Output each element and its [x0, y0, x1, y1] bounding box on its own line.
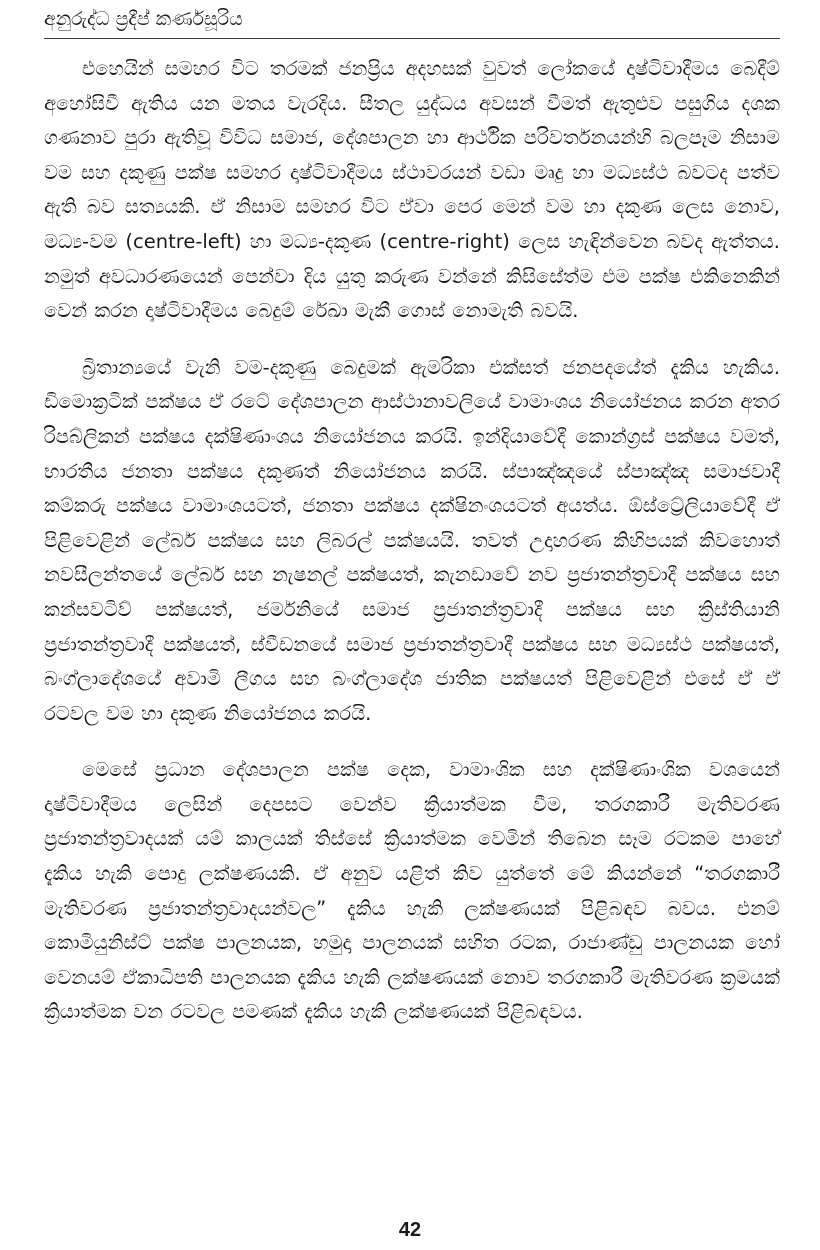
- paragraph-3: මෙසේ ප්‍රධාන දේශපාලන පක්ෂ දෙක, වාමාංශික සහ දක්ෂිණාංශික වශයෙන් දෘෂ්ටිවාදීමය ලෙසින් දෙපසට වෙන්ව ක්‍රියාත්මක වීම, තරගකාරී මැතිවරණ ප්‍රජාතන්ත්‍රවාදයක් යම් කාලයක් තිස්සේ ක්‍රියාත්මක වෙමින් තිබෙන සෑම රටකම පාහේ දැකිය හැකි පොදු ලක්ෂණයකි. ඒ අනුව යළිත් කිව යුත්තේ මේ කියන්නේ “තරගකාරී මැතිවරණ ප්‍රජාතන්ත්‍රවාදයන්වල” දැකිය හැකි ලක්ෂණයක් පිළිබඳව බවය. එනම් කොමියුනිස්ට් පක්ෂ පාලනයක, හමුදා පාලනයක් සහිත රටක, රාජාණ්ඩු පාලනයක හෝ වෙනයම් ඒකාධිපති පාලනයක දැකිය හැකි ලක්ෂණයක් නොව තරගකාරී මැතිවරණ ක්‍රමයක් ක්‍රියාත්මක වන රටවල පමණක් දැකිය හැකි ලක්ෂණයක් පිළිබඳවය.: [44, 758, 780, 1024]
- body-text: [44, 52, 780, 1052]
- header-rule: [44, 38, 780, 39]
- paragraph-2: බ්‍රිතාන්‍යයේ වැනි වම-දකුණු බෙදුමක් ඇමරිකා එක්සත් ජනපදයේත් දැකිය හැකිය. ඩිමොක්‍රටික් පක්ෂය ඒ රටේ දේශපාලන ආස්ථානාවලියේ වාමාංශය නියෝජනය කරන අතර රිපබ්ලිකන් පක්ෂය දක්ෂිණාංශය නියෝජනය කරයි. ඉන්දියාවේදී කොන්ග්‍රස් පක්ෂය වමත්, භාරතීය ජනතා පක්ෂය දකුණත් නියෝජනය කරයි. ස්පාඤ්ඤයේ ස්පාඤ්ඤ සමාජවාදී කම්කරු පක්ෂය වාමාංශයටත්, ජනතා පක්ෂය දක්ෂිනංශයටත් අයත්ය. ඕස්ට්‍රේලියාවේදී ඒ පිළිවෙළින් ලේබර් පක්ෂය සහ ලිබරල් පක්ෂයයි. තවත් උදාහරණ කිහිපයක් කිවහොත් නවසීලන්තයේ ලේබර් සහ නැෂනල් පක්ෂයත්, කැනඩාවේ නව ප්‍රජාතන්ත්‍රවාදී පක්ෂය සහ කන්සවටිව් පක්ෂයත්, ජර්මනියේ සමාජ ප්‍රජාතන්ත්‍රවාදී පක්ෂය සහ ක්‍රිස්තියානි ප්‍රජාතන්ත්‍රවාදී පක්ෂයත්, ස්වීඩනයේ සමාජ ප්‍රජාතන්ත්‍රවාදී පක්ෂය සහ මධ්‍යස්ථ පක්ෂයත්, බංග්ලාදේශයේ අවාමි ලීගය සහ බංග්ලාදේශ ජාතික පක්ෂයත් පිළිවෙළින් එසේ ඒ ඒ රටවල වම හා දකුණ නියෝජනය කරයි.: [44, 355, 780, 725]
- running-header: අනුරුද්ධ ප්‍රදීප් කර්ණසූරිය: [44, 8, 243, 30]
- page-number: 42: [398, 1219, 422, 1241]
- paragraph-1: එහෙයින් සමහර විට තරමක් ජනප්‍රිය අදහසක් වුවත් ලෝකයේ දෘෂ්ටිවාදීමය බෙදීම් අහෝසිවී ඇතිය යන මතය වැරදිය. සීතල යුද්ධය අවසන් වීමත් ඇතුළුව පසුගිය දශක ගණනාව පුරා ඇතිවූ විවිධ සමාජ, දේශපාලන හා ආර්ථික පරිවර්තනයන්හි බලපෑම නිසාම වම සහ දකුණු පක්ෂ සමහර දෘෂ්ටිවාදීමය ස්ථාවරයන් වඩා මෘදු හා මධ්‍යස්ථ බවටද පත්ව ඇති බව සත්‍යයකි. ඒ නිසාම සමහර විට ඒවා පෙර මෙන් වම හා දකුණ ලෙස නොව, මධ්‍ය-වම (centre-left) හා මධ්‍ය-දකුණ (centre-right) ලෙස හැඳින්වෙන බවද ඇත්තය. නමුත් අවධාරණයෙන් පෙන්වා දිය යුතු කරුණ වන්නේ කිසිසේත්ම එම පක්ෂ එකිනෙකින් වෙන් කරන දෘෂ්ටිවාදීමය බෙදුම් රේඛා මැකී ගොස් නොමැති බවයි.: [44, 57, 780, 323]
